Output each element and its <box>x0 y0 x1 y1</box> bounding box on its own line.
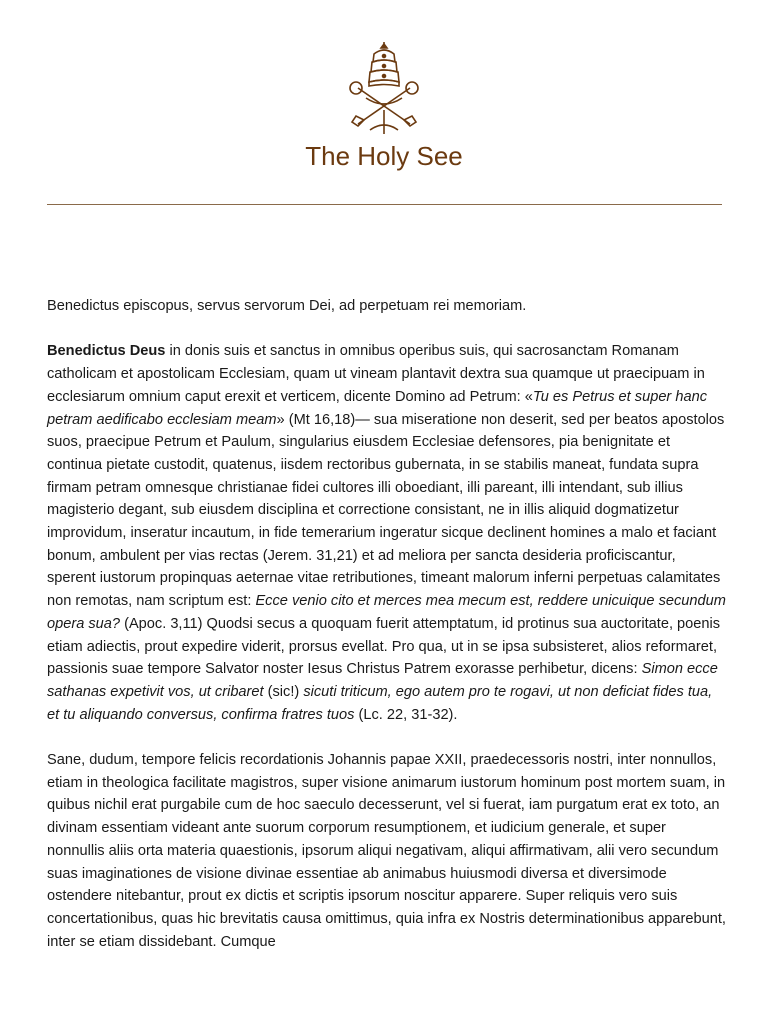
text-run: (Apoc. 3,11) Quodsi secus a quoquam fuerit attemptatum, id protinus sua auctoritate, poenis etiam adiectis, prout expedire viderit, prorsus evellat. Pro qua, ut in se ipsa subsisteret, alios reformaret, passionis suae tempore Salvator noster Iesus Christus Patrem exorasse perhibetur, dicens: <box>47 615 721 678</box>
body-paragraph-1 <box>47 340 727 726</box>
site-title: The Holy See <box>305 141 463 171</box>
text-run: (sic!) <box>263 683 304 700</box>
body-paragraph-2: Sane, dudum, tempore felicis recordationis Johannis papae XXII, praedecessoris nostri, inter nonnullos, etiam in theologica facilitate magistros, super visione animarum iustorum hominum post mortem suam, in quibus nichil erat purgabile cum de hoc saeculo decesserunt, vel si fuerat, iam purgatum erat ex toto, an divinam essentiam videant ante suorum corporum resumptionem, et iudicium generale, et super nonnullis aliis orta materia quaestionis, ipsorum aliqui negativam, aliqui affirmativam, alii vero secundum suas imaginationes de visione divinae essentiae ab animabus huiusmodi diversa et diversimode ostendere nitebantur, prout ex dictis et scriptis ipsorum noscitur apparere. Super reliquis vero suis concertationibus, quas hic brevitatis causa omittimus, quia infra ex Nostris determinationibus apparebunt, inter se etiam dissidebant. Cumque <box>47 752 726 950</box>
scripture-quote: Tu es Petrus et super hanc petram aedificabo ecclesiam meam <box>47 388 707 428</box>
scripture-quote: sicuti triticum, ego autem pro te rogavi, ut non deficiat fides tua, et tu aliquando conversus, confirma fratres tuos <box>47 683 713 723</box>
scripture-quote: Simon ecce sathanas expetivit vos, ut cribaret <box>47 661 718 700</box>
document-body <box>47 295 727 976</box>
header-divider <box>47 204 722 205</box>
text-run: in donis suis et sanctus in omnibus operibus suis, qui sacrosanctam Romanam catholicam et apostolicam Ecclesiam, quam ut vineam plantavit dextra sua quamque ut praecipuam in ecclesiarum omnium caput erexit et verticem, dicente Domino ad Petrum: « <box>47 343 705 405</box>
salutation-paragraph: Benedictus episcopus, servus servorum Dei, ad perpetuam rei memoriam. <box>47 298 527 314</box>
holy-see-emblem <box>340 40 428 136</box>
scripture-quote: Ecce venio cito et merces mea mecum est, reddere unicuique secundum opera sua? <box>47 593 726 632</box>
text-run: (Lc. 22, 31-32). <box>354 706 458 723</box>
text-run: » (Mt 16,18)— sua miseratione non deserit, sed per beatos apostolos suos, praecipue Petrum et Paulum, singularius eiusdem Ecclesiae defensores, pia benignitate et continua pietate custodit, quatenus, iisdem rectoribus gubernata, in se stabilis maneat, fundata supra firmam petram omnesque christianae fidei cultores illi oboediant, illi pareant, illi intendant, sub illius magisterio degant, sub eiusdem disciplina et correctione consistant, ne in illis aliquid dogmatizetur improvidum, inseratur incautum, in fide temerarium ingeratur sicque declinent homines a malo et faciant bonum, ambulent per vias rectas (Jerem. 31,21) et ad meliora per sancta desideria proficiscantur, sperent iustorum propinquas aeternae vitae retributiones, timeant malorum inferni perpetuas calamitates non remotas, nam scriptum est: <box>47 411 725 610</box>
papal-tiara-keys-icon <box>340 40 428 136</box>
lead-words: Benedictus Deus <box>47 343 166 360</box>
